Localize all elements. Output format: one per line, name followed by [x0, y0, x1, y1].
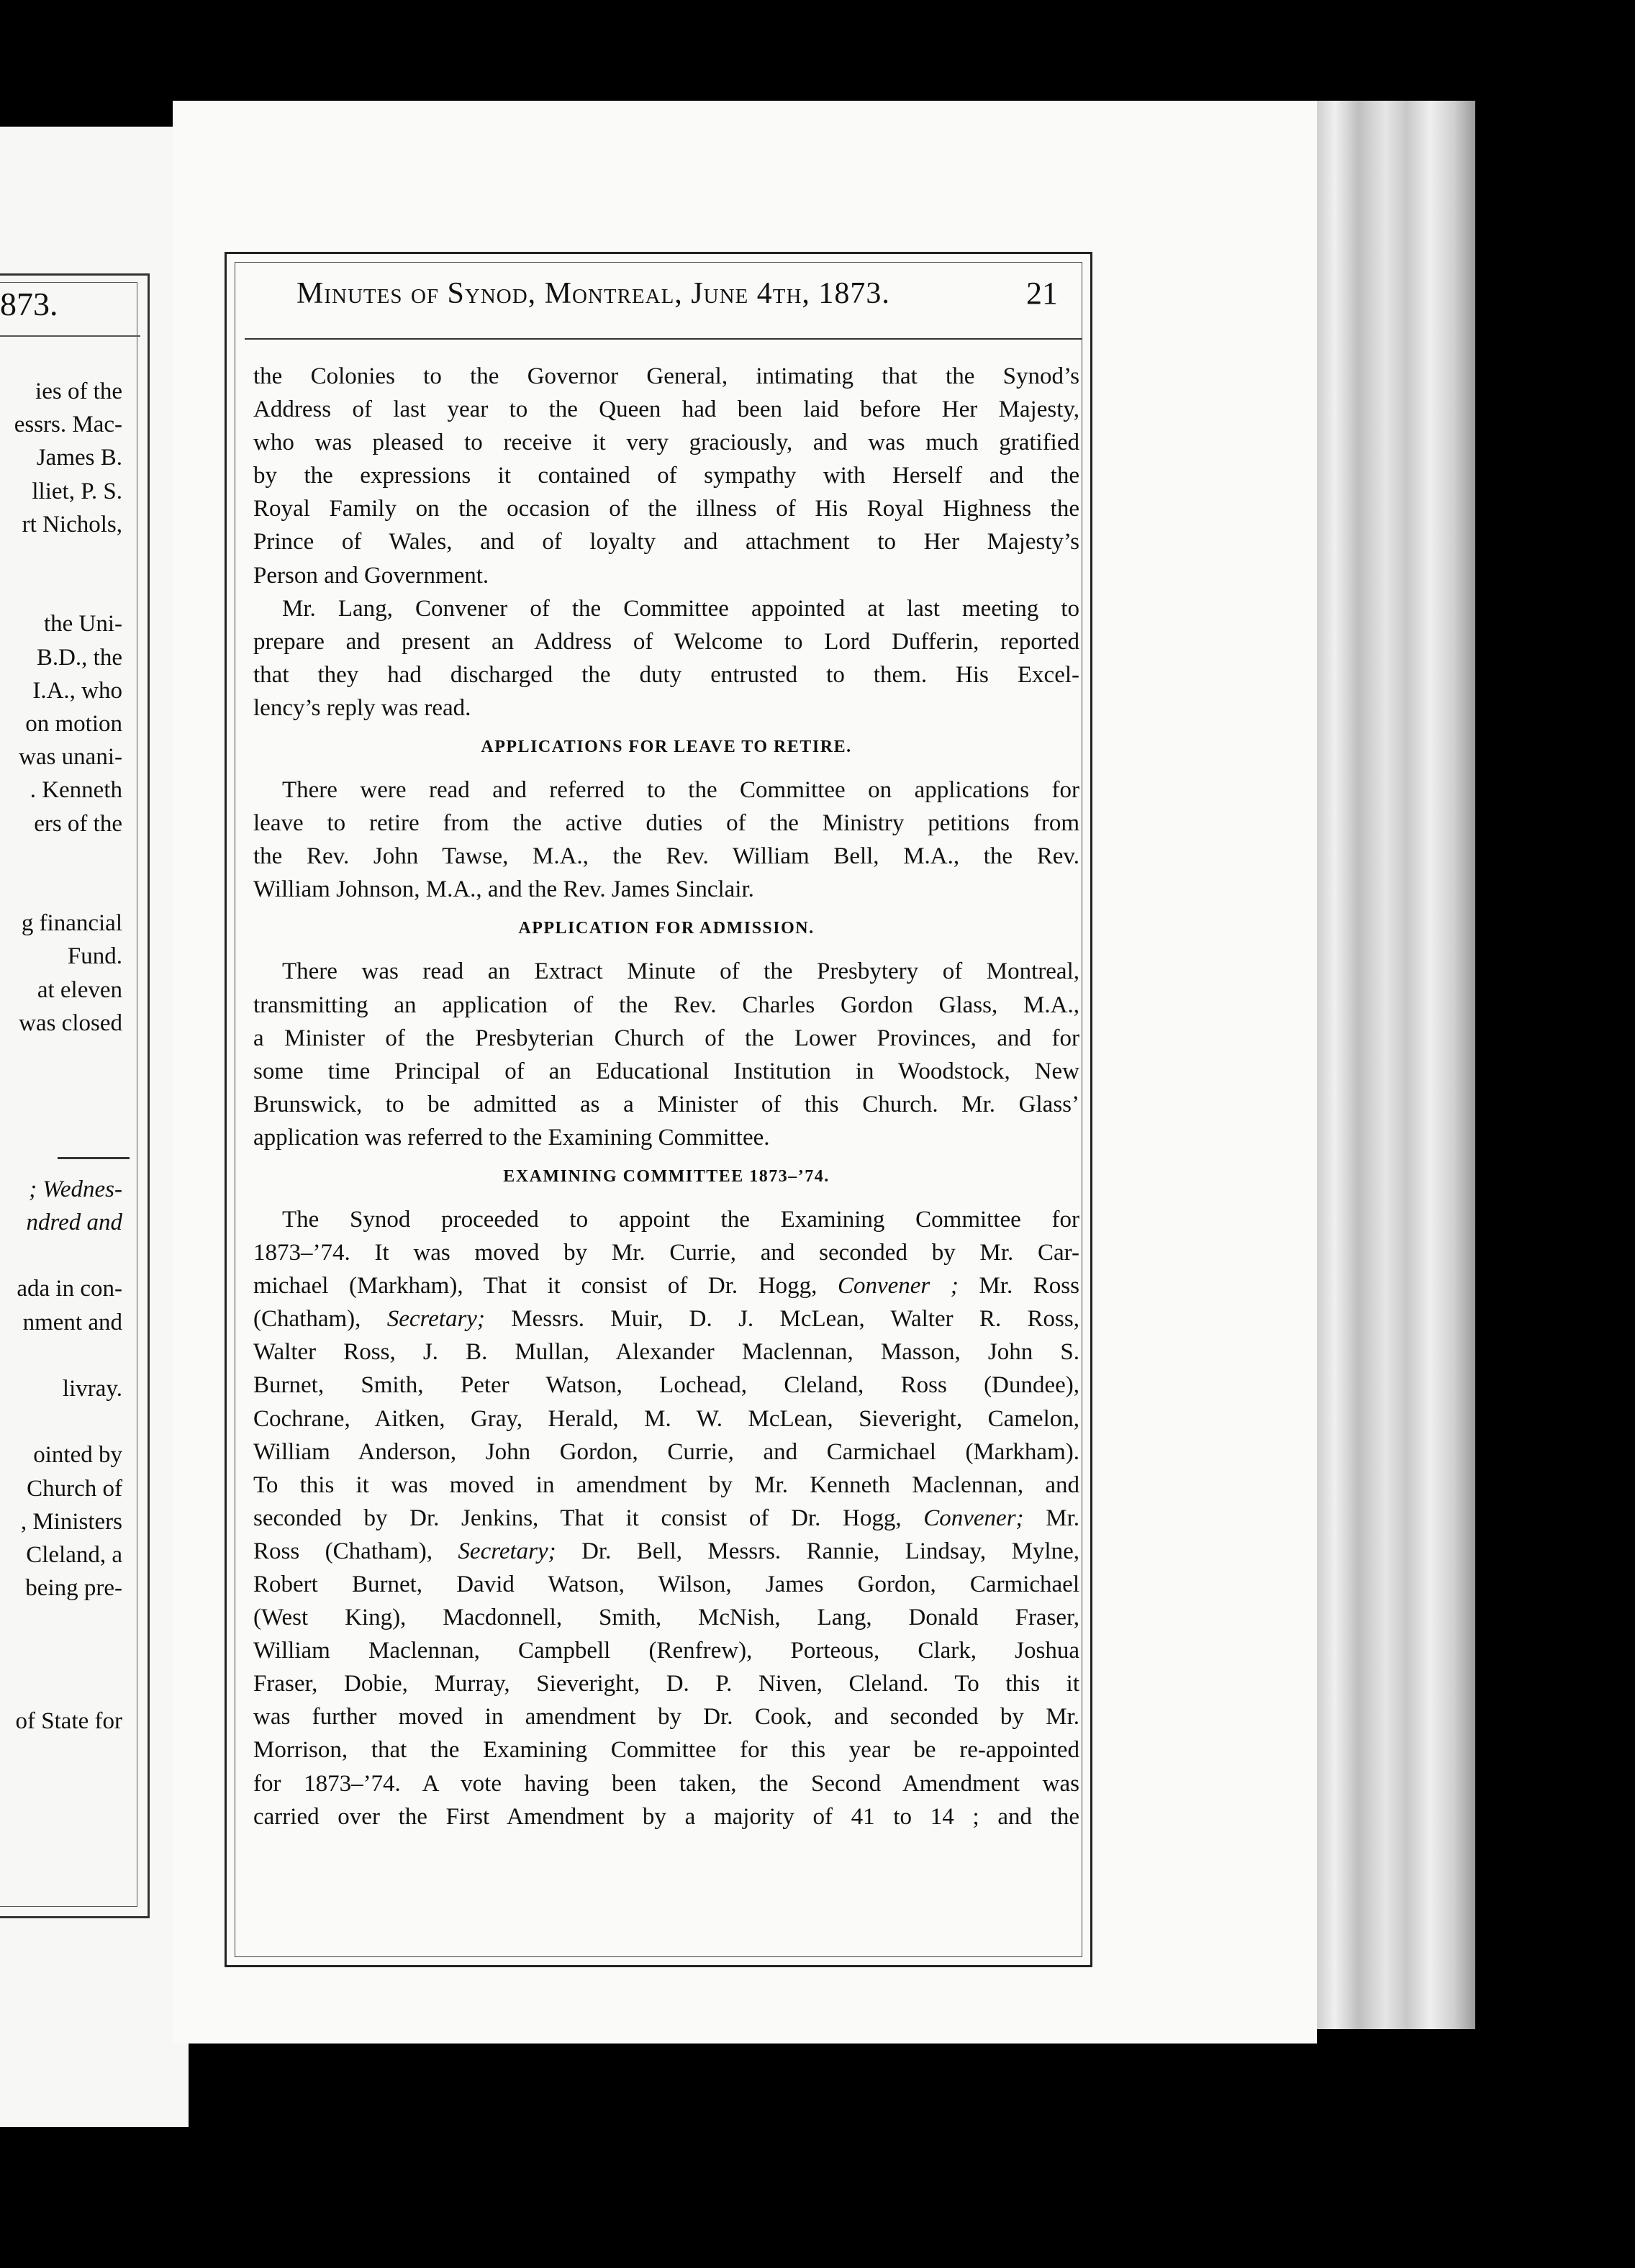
text-line: the Rev. John Tawse, M.A., the Rev. William Bell, M.A., the Rev.	[253, 843, 1079, 870]
left-page-line: ointed by	[33, 1442, 122, 1469]
text-line: William Maclennan, Campbell (Renfrew), Porteous, Clark, Joshua	[253, 1638, 1079, 1664]
text-line: application was referred to the Examining Committee.	[253, 1124, 770, 1151]
left-page-line: ers of the	[34, 810, 122, 837]
left-page-line: at eleven	[37, 976, 122, 1003]
text-line: Mr. Lang, Convener of the Committee appointed at last meeting to	[282, 595, 1079, 622]
left-page-line: James B.	[36, 445, 122, 471]
text-line: lency’s reply was read.	[253, 694, 471, 721]
left-page-line: the Uni-	[43, 611, 122, 638]
text-line: Burnet, Smith, Peter Watson, Lochead, Cleland, Ross (Dundee),	[253, 1372, 1079, 1399]
left-page-line: ada in con-	[17, 1276, 122, 1302]
left-page-line: ies of the	[35, 378, 122, 404]
left-page-line: Cleland, a	[26, 1542, 122, 1568]
left-page-line: lliet, P. S.	[32, 478, 122, 504]
left-page-line: B.D., the	[36, 644, 122, 671]
section-heading-examining-committee: EXAMINING COMMITTEE 1873–’74.	[503, 1166, 830, 1186]
text-line: Walter Ross, J. B. Mullan, Alexander Maclennan, Masson, John S.	[253, 1339, 1079, 1366]
left-page-line: nment and	[22, 1309, 122, 1335]
text-line: 1873–’74. It was moved by Mr. Currie, and seconded by Mr. Car-	[253, 1240, 1079, 1266]
text-line: carried over the First Amendment by a majority of 41 to 14 ; and the	[253, 1803, 1079, 1830]
left-page-line: Church of	[27, 1475, 122, 1502]
text-line: There were read and referred to the Committee on applications for	[282, 777, 1079, 804]
left-page-line: rt Nichols,	[22, 511, 122, 537]
text-line: michael (Markham), That it consist of Dr. Hogg, Convener ; Mr. Ross	[253, 1273, 1079, 1299]
text-line: that they had discharged the duty entrusted to them. His Excel-	[253, 661, 1079, 688]
text-line: Cochrane, Aitken, Gray, Herald, M. W. McLean, Sieveright, Camelon,	[253, 1405, 1079, 1432]
text-line: William Johnson, M.A., and the Rev. James Sinclair.	[253, 876, 754, 903]
left-page-line: was unani-	[19, 744, 122, 771]
text-line: transmitting an application of the Rev. Charles Gordon Glass, M.A.,	[253, 992, 1079, 1018]
text-line: leave to retire from the active duties of the Ministry petitions from	[253, 810, 1079, 837]
text-line: Robert Burnet, David Watson, Wilson, James Gordon, Carmichael	[253, 1571, 1079, 1597]
book-page-edges	[1295, 101, 1475, 2029]
left-page-line: essrs. Mac-	[14, 412, 122, 438]
left-page-line: ; Wednes-	[29, 1176, 122, 1202]
section-heading-leave-to-retire: APPLICATIONS FOR LEAVE TO RETIRE.	[481, 738, 852, 757]
text-line: prepare and present an Address of Welcome to Lord Dufferin, reported	[253, 628, 1079, 655]
paragraph-colonies-address	[253, 360, 1079, 592]
page-number: 21	[1026, 276, 1058, 311]
text-line: Person and Government.	[253, 562, 489, 589]
paragraph-lord-dufferin	[253, 592, 1079, 725]
left-page-line: Fund.	[67, 943, 122, 970]
left-page-line: , Ministers	[20, 1508, 122, 1535]
paragraph-admission	[253, 955, 1079, 1154]
text-line: who was pleased to receive it very graciously, and was much gratified	[253, 430, 1079, 456]
left-facing-page	[0, 127, 189, 2127]
text-line: a Minister of the Presbyterian Church of the Lower Provinces, and for	[253, 1025, 1079, 1051]
left-page-line: . Kenneth	[30, 777, 122, 804]
running-header	[245, 272, 1072, 330]
text-line: The Synod proceeded to appoint the Examining Committee for	[282, 1206, 1079, 1233]
text-line: was further moved in amendment by Dr. Cook, and seconded by Mr.	[253, 1704, 1079, 1731]
header-rule	[245, 338, 1082, 340]
left-page-line: g financial	[21, 910, 122, 937]
text-line: some time Principal of an Educational Institution in Woodstock, New	[253, 1058, 1079, 1084]
text-line: To this it was moved in amendment by Mr. Kenneth Maclennan, and	[253, 1471, 1079, 1498]
left-page-line: was closed	[19, 1010, 122, 1036]
text-line: Fraser, Dobie, Murray, Sieveright, D. P. Niven, Cleland. To this it	[253, 1671, 1079, 1697]
left-page-line: of State for	[15, 1708, 122, 1734]
text-line: Address of last year to the Queen had been laid before Her Majesty,	[253, 396, 1079, 423]
section-heading-admission: APPLICATION FOR ADMISSION.	[518, 919, 815, 938]
text-line: There was read an Extract Minute of the Presbytery of Montreal,	[282, 958, 1079, 985]
left-page-year: 873.	[0, 286, 58, 322]
text-line: (Chatham), Secretary; Messrs. Muir, D. J. McLean, Walter R. Ross,	[253, 1306, 1079, 1333]
running-header-title: Minutes of Synod, Montreal, June 4th, 1873.	[296, 277, 890, 310]
text-line: by the expressions it contained of sympathy with Herself and the	[253, 463, 1079, 489]
text-line: William Anderson, John Gordon, Currie, and Carmichael (Markham).	[253, 1438, 1079, 1465]
text-line: for 1873–’74. A vote having been taken, the Second Amendment was	[253, 1770, 1079, 1797]
left-page-line: I.A., who	[32, 677, 122, 704]
left-page-line: ndred and	[26, 1210, 122, 1235]
text-line: Ross (Chatham), Secretary; Dr. Bell, Messrs. Rannie, Lindsay, Mylne,	[253, 1538, 1079, 1564]
paragraph-examining-committee	[253, 1203, 1079, 1833]
left-page-line: livray.	[62, 1376, 122, 1402]
text-line: Morrison, that the Examining Committee for this year be re-appointed	[253, 1737, 1079, 1764]
text-line: seconded by Dr. Jenkins, That it consist of Dr. Hogg, Convener; Mr.	[253, 1505, 1079, 1531]
left-footnote-rule	[58, 1157, 130, 1159]
text-line: (West King), Macdonnell, Smith, McNish, Lang, Donald Fraser,	[253, 1605, 1079, 1631]
left-page-line: being pre-	[25, 1575, 122, 1602]
paragraph-leave-to-retire	[253, 774, 1079, 906]
text-line: Prince of Wales, and of loyalty and attachment to Her Majesty’s	[253, 529, 1079, 555]
text-line: the Colonies to the Governor General, intimating that the Synod’s	[253, 363, 1079, 389]
left-header-rule	[0, 335, 140, 337]
page-body	[253, 360, 1079, 1833]
text-line: Brunswick, to be admitted as a Minister of this Church. Mr. Glass’	[253, 1091, 1079, 1117]
text-line: Royal Family on the occasion of the illness of His Royal Highness the	[253, 496, 1079, 522]
left-page-line: on motion	[25, 711, 122, 737]
